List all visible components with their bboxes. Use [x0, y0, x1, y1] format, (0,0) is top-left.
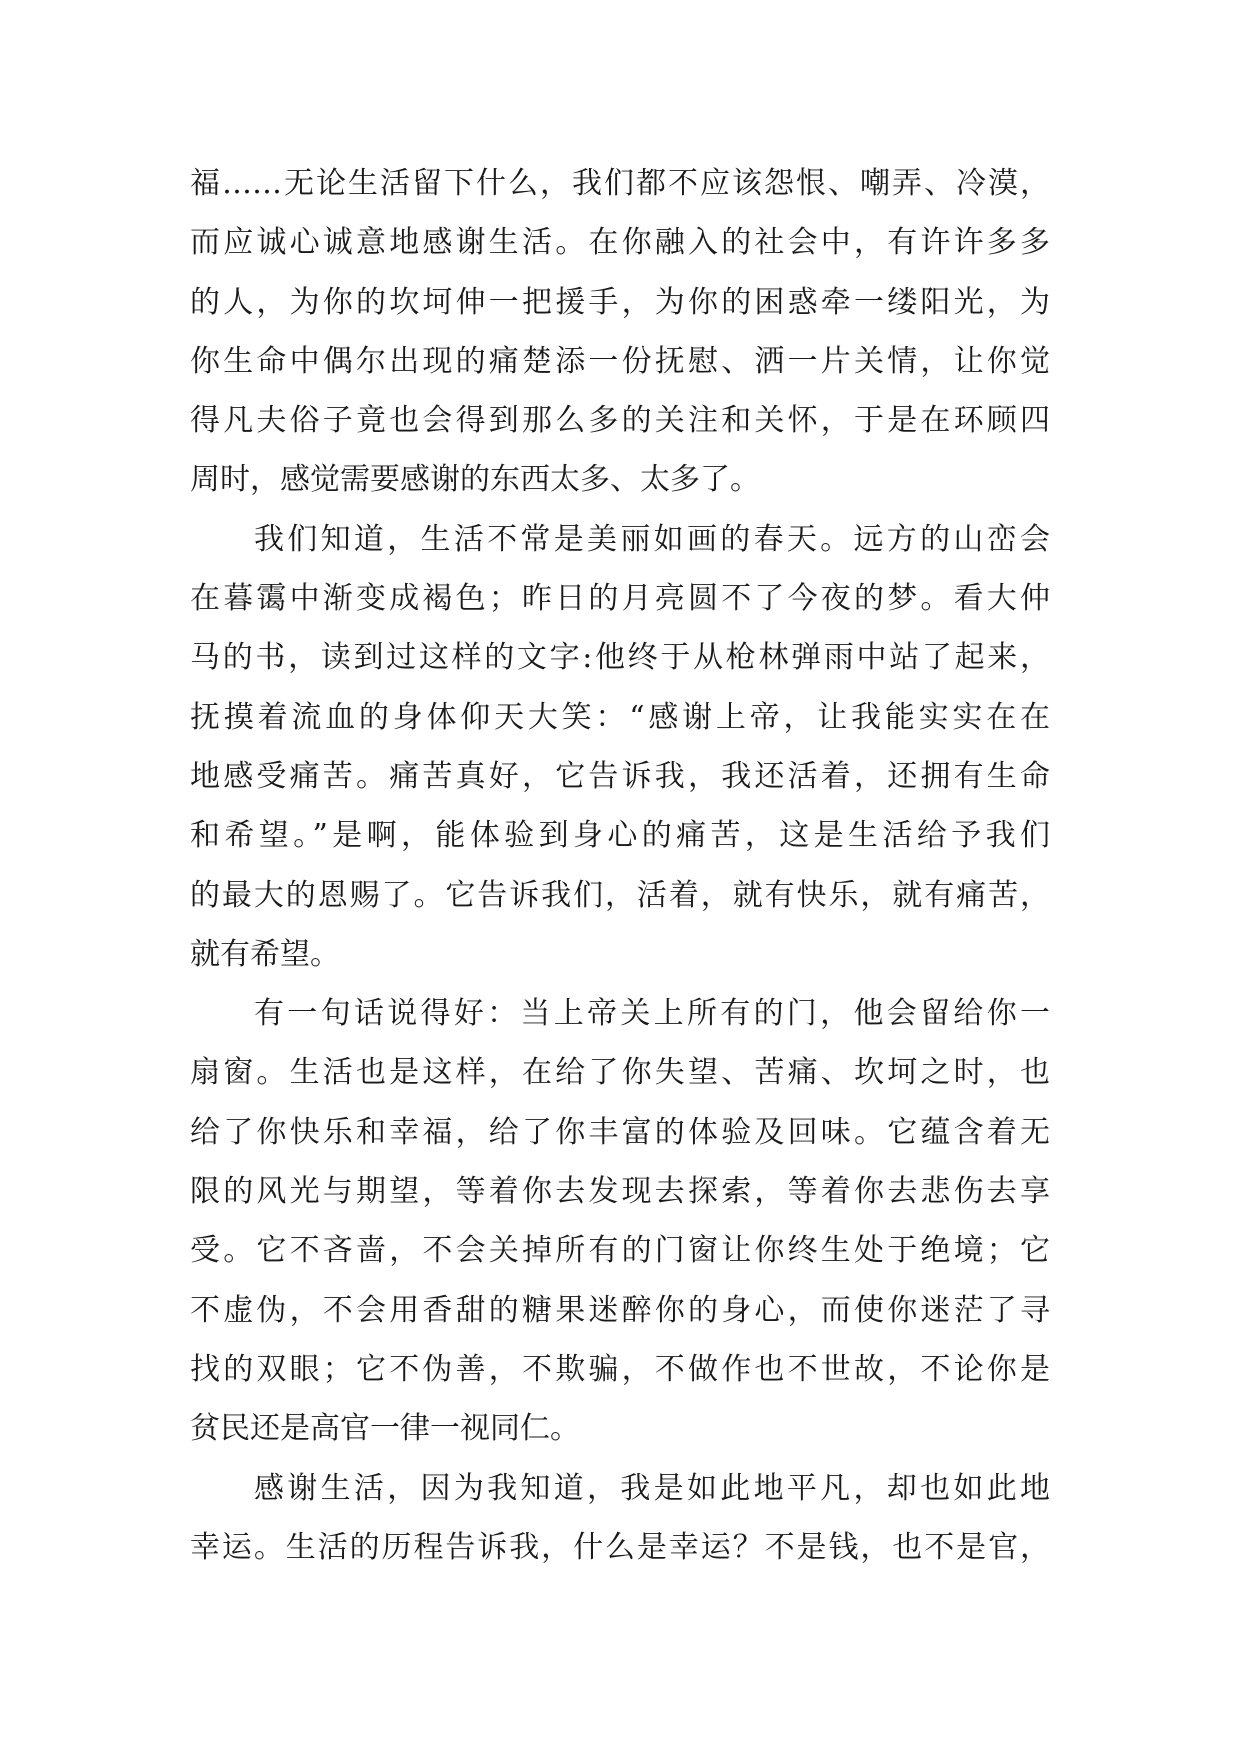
text-line: 福……无论生活留下什么，我们都不应该怨恨、嘲弄、冷漠， [190, 166, 1050, 201]
text-line: 地感受痛苦。痛苦真好，它告诉我，我还活着，还拥有生命 [190, 758, 1050, 794]
text-line: 的人，为你的坎坷伸一把援手，为你的困惑牵一缕阳光，为 [190, 284, 1050, 320]
text-line: 在暮霭中渐变成褐色；昨日的月亮圆不了今夜的梦。看大仲 [190, 581, 1050, 617]
text-line: 贫民还是高官一律一视同仁。 [190, 1411, 580, 1447]
text-line: 扇窗。生活也是这样，在给了你失望、苦痛、坎坷之时，也 [190, 1055, 1050, 1091]
paragraph-first-line: 感谢生活，因为我知道，我是如此地平凡，却也如此地 [254, 1470, 1050, 1506]
text-line: 和希望。”是啊，能体验到身心的痛苦，这是生活给予我们 [190, 818, 1050, 854]
text-line: 限的风光与期望，等着你去发现去探索，等着你去悲伤去享 [190, 1174, 1050, 1210]
body-text [190, 154, 1050, 1577]
text-line: 受。它不吝啬，不会关掉所有的门窗让你终生处于绝境；它 [190, 1233, 1050, 1269]
text-line: 周时，感觉需要感谢的东西太多、太多了。 [190, 462, 760, 498]
text-line: 找的双眼；它不伪善，不欺骗，不做作也不世故，不论你是 [190, 1351, 1050, 1387]
text-line: 给了你快乐和幸福，给了你丰富的体验及回味。它蕴含着无 [190, 1114, 1050, 1150]
text-line: 抚摸着流血的身体仰天大笑：“感谢上帝，让我能实实在在 [190, 699, 1050, 735]
paragraph-first-line: 有一句话说得好：当上帝关上所有的门，他会留给你一 [254, 996, 1050, 1032]
paragraph-first-line: 我们知道，生活不常是美丽如画的春天。远方的山峦会 [254, 521, 1050, 557]
text-line: 得凡夫俗子竟也会得到那么多的关注和关怀，于是在环顾四 [190, 403, 1050, 439]
text-line: 你生命中偶尔出现的痛楚添一份抚慰、洒一片关情，让你觉 [190, 343, 1050, 379]
text-line: 幸运。生活的历程告诉我，什么是幸运？不是钱，也不是官， [190, 1529, 1050, 1565]
text-line: 不虚伪，不会用香甜的糖果迷醉你的身心，而使你迷茫了寻 [190, 1292, 1050, 1328]
text-line: 就有希望。 [190, 936, 340, 972]
text-line: 马的书，读到过这样的文字:他终于从枪林弹雨中站了起来， [190, 640, 1050, 676]
text-line: 而应诚心诚意地感谢生活。在你融入的社会中，有许许多多 [190, 225, 1050, 261]
text-line: 的最大的恩赐了。它告诉我们，活着，就有快乐，就有痛苦， [190, 877, 1050, 913]
